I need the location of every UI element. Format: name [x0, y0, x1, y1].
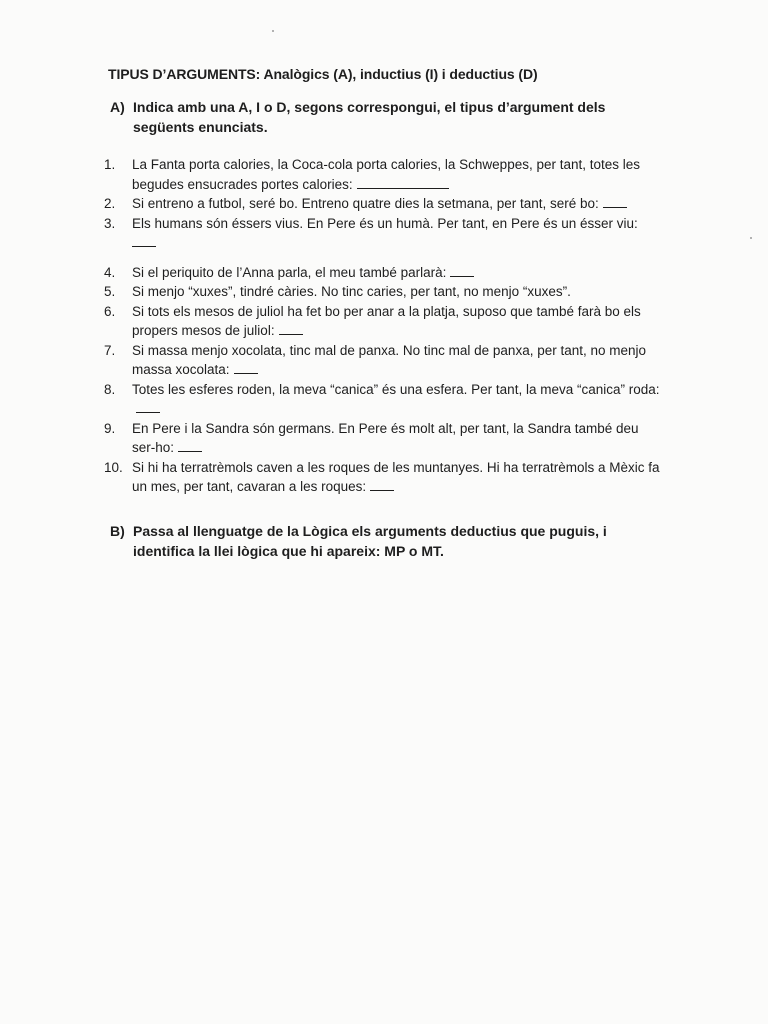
answer-blank[interactable]: [234, 361, 258, 374]
section-b-letter: B): [110, 523, 125, 539]
scan-speck: [750, 237, 752, 239]
item-number: 9.: [104, 420, 116, 436]
item-number: 1.: [104, 157, 116, 172]
item-text: La Fanta porta calories, la Coca-cola porta calories, la Schweppes, per tant, totes les begudes ensucrades portes calories:: [132, 157, 641, 192]
section-b: [110, 521, 670, 561]
list-item: [104, 155, 664, 194]
scan-speck: [272, 30, 274, 32]
list-item: [104, 419, 664, 458]
section-b-instruction: Passa al llenguatge de la Lògica els arguments deductius que puguis, i identifica la llei lògica que hi apareix: MP o MT.: [133, 523, 607, 559]
argument-list: [104, 155, 664, 497]
item-text: Els humans són éssers vius. En Pere és un humà. Per tant, en Pere és un ésser viu:: [132, 215, 638, 231]
item-text: Si entreno a futbol, seré bo. Entreno quatre dies la setmana, per tant, seré bo:: [132, 196, 599, 211]
list-item: [104, 282, 664, 302]
worksheet-title: TIPUS D’ARGUMENTS: Analògics (A), inductius (I) i deductius (D): [108, 66, 538, 82]
item-number: 4.: [104, 264, 116, 280]
section-a-instruction: Indica amb una A, I o D, segons correspongui, el tipus d’argument dels següents enunciats.: [133, 99, 606, 135]
item-number: 8.: [104, 381, 116, 397]
list-item: [104, 302, 664, 341]
item-number: 6.: [104, 303, 116, 319]
list-item: [104, 458, 664, 497]
answer-blank[interactable]: [357, 176, 449, 189]
list-item: [104, 214, 664, 253]
item-text: Si menjo “xuxes”, tindré càries. No tinc caries, per tant, no menjo “xuxes”.: [132, 284, 571, 299]
item-text: Totes les esferes roden, la meva “canica” és una esfera. Per tant, la meva “canica” roda:: [132, 381, 660, 397]
item-number: 10.: [104, 459, 123, 475]
answer-blank[interactable]: [603, 195, 627, 208]
answer-blank[interactable]: [136, 400, 160, 413]
item-text: En Pere i la Sandra són germans. En Pere és molt alt, per tant, la Sandra també deu ser-ho:: [132, 420, 639, 455]
list-item: [104, 341, 664, 380]
list-item: [104, 380, 664, 419]
list-item: [104, 263, 664, 283]
section-a-letter: A): [110, 99, 125, 115]
list-item: [104, 194, 664, 214]
answer-blank[interactable]: [279, 322, 303, 335]
section-a: [110, 97, 670, 137]
item-number: 7.: [104, 342, 116, 358]
item-text: Si hi ha terratrèmols caven a les roques de les muntanyes. Hi ha terratrèmols a Mèxic fa un mes, per tant, cavaran a les roques:: [132, 459, 660, 494]
answer-blank[interactable]: [178, 439, 202, 452]
item-number: 3.: [104, 215, 116, 231]
item-number: 5.: [104, 284, 116, 299]
item-text: Si tots els mesos de juliol ha fet bo per anar a la platja, suposo que també farà bo els propers mesos de juliol:: [132, 303, 641, 338]
item-text: Si massa menjo xocolata, tinc mal de panxa. No tinc mal de panxa, per tant, no menjo massa xocolata:: [132, 342, 647, 377]
item-number: 2.: [104, 196, 116, 211]
answer-blank[interactable]: [132, 234, 156, 247]
answer-blank[interactable]: [450, 264, 474, 277]
answer-blank[interactable]: [370, 478, 394, 491]
item-text: Si el periquito de l’Anna parla, el meu també parlarà:: [132, 264, 447, 280]
